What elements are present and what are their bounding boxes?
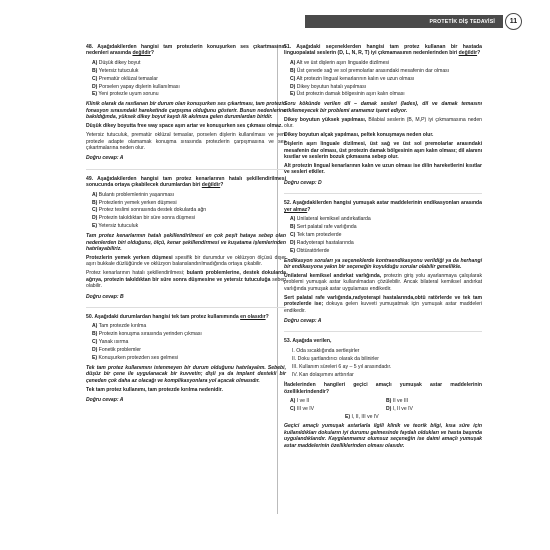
explanation: Dikey boyutun yüksek yapılması, Bilabial seslerin (B, M,P) iyi çıkmamasına neden olur. — [284, 116, 483, 130]
question-51: 51. Aşağıdaki seçeneklerden hangisi tam protez kullanan bir hastada linguopalatal seslerin (D, L, N, R, T) iyi çıkmamasının nedenlerinden biri değildir? — [284, 44, 482, 57]
option: D) Dikey boyutun hatalı yapılması — [290, 83, 367, 90]
header-title: PROTETİK DİŞ TEDAVİSİ — [429, 18, 495, 25]
explanation: Düşük dikey boyutta free way space aşırı artar ve konuşurken ses çıkması olmaz. — [86, 123, 283, 130]
option: E) Konuşurken protezden ses gelmesi — [92, 355, 179, 361]
options-48 — [92, 60, 286, 98]
answer-48: Doğru cevap: A — [86, 155, 124, 162]
header-title-bar — [305, 15, 503, 28]
answer-49: Doğru cevap: B — [86, 293, 124, 300]
page-number: 11 — [505, 13, 522, 30]
option: E) Obtüratörlerde — [290, 247, 330, 254]
explanation: Soru kökünde verilen dil – damak sesleri (lades), dil ve damak temasını etkilemeyecek bir problemi aramamız işaret ediyor. — [284, 101, 482, 114]
explanation: Klinik olarak da rastlanan bir durum olan konuşurken ses çıkartması, tam protezin fonasyon sırasındaki hareketinde çarpışma olduğunu gösterir. Bunun nedenlerine bakıldığında, yüksek dikey boyut kaydı ilk akılmıza gelen durumlardan biridir. — [86, 101, 286, 121]
explanation: Endikasyon soruları ya seçeneklerde kontraendikasyonu verildiği ya da herhangi bir endikasyona yakın bir seçeneğin koyulduğu sorular olabilir genellikle. — [284, 257, 482, 270]
option: E) Üst protezin damak bölgesinin aşırı kalın olması — [290, 91, 405, 98]
option: B) Üst çenede sağ ve sol premolarlar arasındaki mesafenin dar olması — [290, 67, 450, 74]
question-50: 50. Aşağıdaki durumlardan hangisi tek tam protez kullanımında en olasıdır? — [86, 313, 269, 320]
option: C) Prematür oklüzal temaslar — [92, 75, 158, 82]
question-53-stem: İfadelerinden hangileri geçici amaçlı yumuşak astar maddelerinin özelliklerindendir? — [284, 382, 482, 395]
question-48: 48. Aşağıdakilerden hangisi tam protezlerin konuşurken ses çıkartmasının nedenleri arasında değildir? — [86, 44, 286, 57]
option: B) Yetersiz tutuculuk — [92, 67, 139, 74]
separator — [284, 331, 482, 332]
statement: II. Doku şartlandırıcı olarak da bilinirler — [292, 355, 379, 362]
explanation: Tam protez kenarlarının hatalı şekillendirilmesi en çok peşit hataya sebep olan nedenlerden biri olduğunu, ölçü, kenar şekillendirmesi ve kuşatama işlemlerinden hatırlayabiliriz. — [86, 233, 286, 252]
option: A) Düşük dikey boyut — [92, 59, 141, 66]
option: A) Alt ve üst dişlerin aşırı lingualde dizilmesi — [290, 59, 390, 66]
option: C) III ve IV — [290, 406, 315, 412]
question-49: 49. Aşağıdakilerden hangisi tam protez kenarlarının hatalı şekillendirilmesi sonucunda ortaya çıkabilecek durumlardan biri değildir? — [86, 175, 286, 189]
option: C) Yanak ısırma — [92, 339, 129, 346]
option: E) Yeni protezle uyum sorunu — [92, 91, 159, 98]
option: E) Yetersiz tutuculuk — [92, 223, 139, 230]
explanation: Unilateral kemiksel andırkat varlığında, protezin giriş yolu ayarlanmaya çalışılarak problemi yumuşak astar kullanılmadan çözülebilir. Ancak bilateral kemiksel andırkat varlığında yumuşak astar uygulaması endikedir. — [284, 272, 482, 292]
explanation: Alt protezin lingual kenarlarının kalın ve uzun olması ise dilin hareketlerini kısıtlar ve sesleri etkiler. — [284, 162, 482, 176]
separator — [86, 169, 286, 170]
explanation: Geçici amaçlı yumuşak astarlarla ilgili klinik ve teorik bilgi, kısa süre için kullanıldıkları dokuların iyi durumu gelmesinde faydalı oldukları ve hasta başında uygulandıklarıdır. Kaygılanmamız olumsuz seçeneğin ise daimi amaçlı yumuşak astar maddelerinin özelliklerinden olması olasıdır. — [284, 423, 482, 449]
option: D) Fonetik problemler — [92, 347, 141, 354]
explanation: Protezlerin yemek yerken düşmesi spesifik bir durumdur ve oklüzyon ölçüsü dışer aşırı bukkale düzlüğünde ve oklüzyon balanslandırılmadığında ortaya çıkabilir. — [86, 254, 286, 268]
statement: III. Kullanım süreleri 6 ay – 5 yıl arasındadır. — [292, 363, 392, 370]
right-column — [284, 44, 482, 452]
option: C) Alt protezin lingual kenarlarının kalın ve uzun olması — [290, 75, 415, 82]
explanation: Dişlerin aşırı linguale dizilmesi, üst sağ ve üst sol premolarlar arasındaki mesafenin dar olması, üst protezin damak bölgesinin aşırı kalın olması; dil alanını kısıtlar ve seslerin bozuk çıkmasına sebep olur. — [284, 141, 482, 160]
option: D) Radyoterapi hastalarında — [290, 239, 354, 246]
statement: I. Oda sıcaklığında sertleşirler — [292, 347, 360, 354]
option: D) I, II ve IV — [386, 406, 413, 412]
option: C) Protez teslimi sonrasında destek dokularda ağrı — [92, 207, 207, 214]
option: E) I, II, III ve IV — [345, 414, 379, 420]
options-53 — [290, 398, 482, 420]
answer-51: Doğru cevap: D — [284, 179, 322, 186]
option: B) Protezlerin yemek yerken düşmesi — [92, 199, 177, 206]
separator — [284, 193, 482, 194]
statement: IV. Kan dolaşımını arttırırlar — [292, 371, 354, 378]
options-51 — [290, 60, 482, 98]
question-52: 52. Aşağıdakilerden hangisi yumuşak astar maddelerinin endikasyonları arasında yer almaz? — [284, 200, 482, 213]
option: B) Sert palatal rafe varlığında — [290, 223, 357, 230]
question-53: 53. Aşağıda verilen, — [284, 338, 332, 345]
option: A) I ve II — [290, 398, 310, 404]
answer-52: Doğru cevap: A — [284, 317, 322, 324]
option: C) Tek tam protezlerde — [290, 231, 342, 238]
explanation: Yetersiz tutuculuk, prematür oklüzal temaslar, porselen dişlerin kullanılması ve yeni protezle adapte olamamak konuşma sırasında protezlerin çarpışmasına ve ses çıkartmalarına neden olur. — [86, 132, 286, 151]
option: D) Porselen yapay dişlerin kullanılması — [92, 83, 180, 90]
option: A) Tam protezde kırılma — [92, 323, 147, 330]
option: B) II ve III — [386, 398, 409, 404]
explanation: Tek tam protez kullanımını istenmeyen bir durum olduğunu hatırlayalım. Sebebi, düşüz bir çene ile uygulanacak bir kuvvetin; dişli ya da implant destekli bir çeneden çok daha az olacağı ve komplikasyonlara yol açacak olmasıdır. — [86, 364, 286, 384]
options-52 — [290, 216, 482, 254]
explanation: Protez kenarlarının hatalı şekillendirilmesi; bulantı problemlerine, destek dokularda ağrıya, protezin takıldıktan bir süre sonra düşmesine ve yetersiz tutuculuğa sebep olabilir. — [86, 270, 286, 290]
explanation: Dikey boyutun alçak yapılması, peltek konuşmaya neden olur. — [284, 132, 434, 139]
options-49 — [92, 192, 286, 230]
option: D) Protezin takıldıktan bir süre sonra düşmesi — [92, 215, 196, 222]
answer-50: Doğru cevap: A — [86, 397, 124, 404]
separator — [86, 307, 286, 308]
option: A) Bulantı problemlerinin yaşanması — [92, 191, 175, 198]
explanation: Tek tam protez kullanımı, tam protezde kırılma nedenidir. — [86, 386, 223, 393]
options-50 — [92, 323, 286, 361]
option: A) Unilateral kemiksel andırkatlarda — [290, 216, 371, 222]
left-column — [86, 44, 286, 411]
statement-list — [292, 348, 482, 378]
option: B) Protezin konuşma sırasında yerinden çıkması — [92, 331, 202, 338]
explanation: Sert palatal rafe varlığında,radyoterapi hastalarında,obtü ratörlerde ve tek tam protezlerde ise; dokuya gelen kuvveti yumuşatmak için yumuşak astar maddeleri endikedir. — [284, 294, 482, 314]
